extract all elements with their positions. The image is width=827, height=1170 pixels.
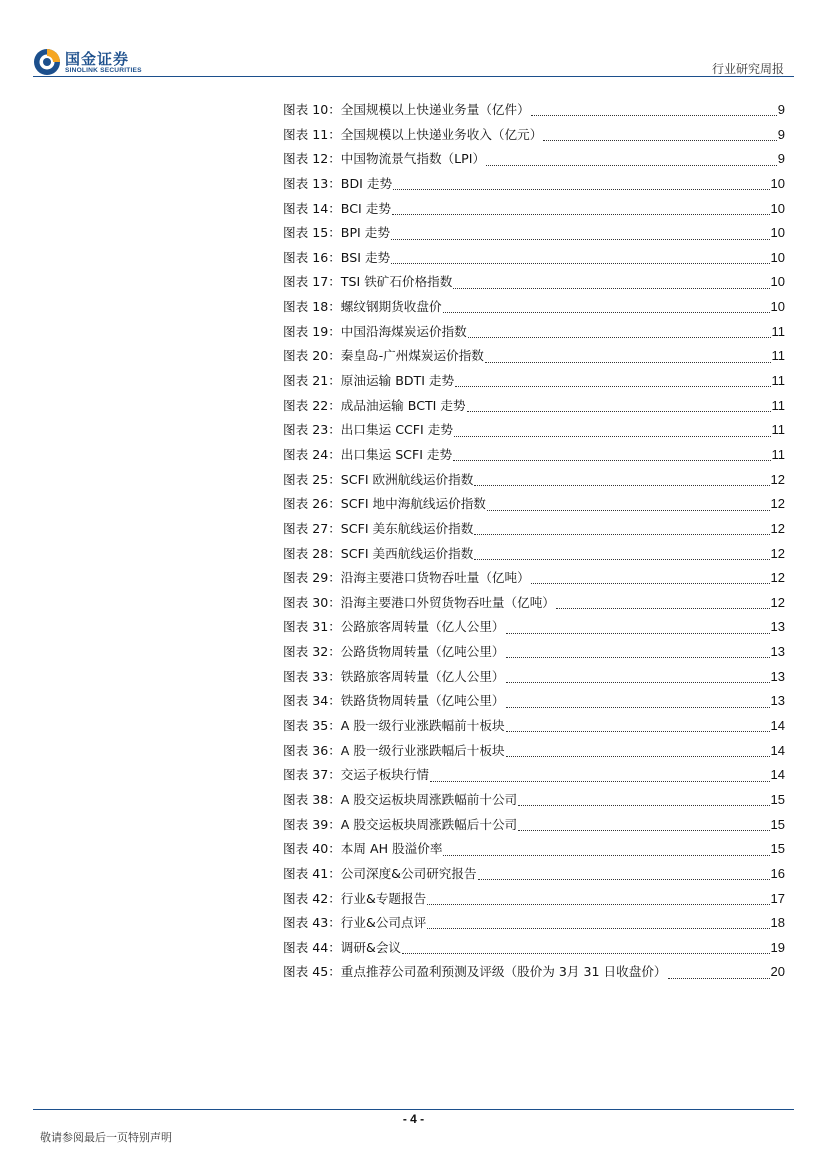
toc-entry-page: 20 [770,964,785,980]
toc-entry[interactable] [283,788,785,813]
toc-entry-label: 图表 34：铁路货物周转量（亿吨公里） [283,693,505,709]
toc-entry[interactable] [283,270,785,295]
toc-leader-dots [474,558,769,560]
toc-entry[interactable] [283,320,785,345]
toc-leader-dots [430,780,770,782]
toc-entry-label: 图表 44：调研&会议 [283,939,402,955]
toc-entry[interactable] [283,369,785,394]
toc-leader-dots [467,410,771,412]
toc-leader-dots [453,459,770,461]
toc-entry-page: 12 [770,520,785,536]
company-logo [33,48,193,78]
toc-entry-page: 11 [771,348,785,364]
toc-leader-dots [443,311,770,313]
toc-entry-page: 10 [770,200,785,216]
toc-entry-label: 图表 41：公司深度&公司研究报告 [283,865,477,881]
toc-entry-page: 14 [770,718,785,734]
toc-entry-label: 图表 25：SCFI 欧洲航线运价指数 [283,471,474,487]
toc-leader-dots [468,336,771,338]
toc-entry-page: 11 [771,323,785,339]
toc-leader-dots [391,262,769,264]
toc-entry-label: 图表 45：重点推荐公司盈利预测及评级（股价为 3月 31 日收盘价） [283,964,667,980]
toc-entry[interactable] [283,640,785,665]
toc-entry[interactable] [283,862,785,887]
toc-entry-page: 11 [771,422,785,438]
toc-entry-label: 图表 19：中国沿海煤炭运价指数 [283,323,467,339]
toc-entry-page: 19 [770,939,785,955]
toc-entry-label: 图表 22：成品油运输 BCTI 走势 [283,397,466,413]
toc-entry[interactable] [283,492,785,517]
toc-entry-page: 16 [770,865,785,881]
toc-leader-dots [518,804,769,806]
toc-entry-label: 图表 10：全国规模以上快递业务量（亿件） [283,102,530,117]
toc-entry-page: 13 [770,644,785,660]
toc-entry[interactable] [283,517,785,542]
toc-entry-page: 10 [770,274,785,290]
toc-entry-page: 12 [770,594,785,610]
toc-entry-page: 11 [771,373,785,389]
toc-entry-page: 12 [770,545,785,561]
logo-cn-text: 国金证券 [65,50,130,68]
toc-entry-label: 图表 18：螺纹钢期货收盘价 [283,299,442,315]
toc-entry-page: 13 [770,693,785,709]
toc-entry[interactable] [283,689,785,714]
toc-leader-dots [392,213,770,215]
toc-entry-page: 11 [771,446,785,462]
toc-entry[interactable] [283,394,785,419]
toc-entry[interactable] [283,837,785,862]
toc-entry-label: 图表 37：交运子板块行情 [283,767,429,783]
toc-entry-page: 11 [771,397,785,413]
toc-entry[interactable] [283,615,785,640]
toc-entry-page: 9 [777,151,785,167]
toc-leader-dots [506,656,770,658]
toc-entry[interactable] [283,960,785,985]
toc-leader-dots [454,435,771,437]
toc-entry[interactable] [283,344,785,369]
toc-entry-label: 图表 39：A 股交运板块周涨跌幅后十公司 [283,816,518,832]
toc-entry[interactable] [283,123,785,148]
report-type: 行业研究周报 [711,62,784,76]
toc-entry-page: 18 [770,915,785,931]
toc-entry[interactable] [283,936,785,961]
toc-entry-label: 图表 28：SCFI 美西航线运价指数 [283,545,474,561]
toc-entry-page: 13 [770,668,785,684]
toc-entry-page: 17 [770,890,785,906]
toc-entry[interactable] [283,418,785,443]
toc-entry-label: 图表 13：BDI 走势 [283,175,393,191]
toc-entry-label: 图表 43：行业&公司点评 [283,915,427,931]
toc-leader-dots [485,361,771,363]
toc-entry-page: 10 [770,299,785,315]
page-header [0,0,827,80]
toc-entry-label: 图表 35：A 股一级行业涨跌幅前十板块 [283,718,505,734]
toc-leader-dots [543,139,776,141]
toc-leader-dots [556,607,770,609]
toc-leader-dots [427,927,769,929]
toc-leader-dots [486,164,777,166]
toc-entry-page: 15 [770,841,785,857]
toc-leader-dots [531,114,777,116]
toc-entry[interactable] [283,147,785,172]
toc-entry-page: 14 [770,767,785,783]
toc-entry[interactable] [283,468,785,493]
toc-entry-label: 图表 27：SCFI 美东航线运价指数 [283,520,474,536]
toc-entry-label: 图表 29：沿海主要港口货物吞吐量（亿吨） [283,570,530,586]
toc-leader-dots [474,484,769,486]
toc-entry-label: 图表 21：原油运输 BDTI 走势 [283,373,455,389]
toc-leader-dots [506,730,770,732]
toc-entry-label: 图表 42：行业&专题报告 [283,890,427,906]
toc-entry[interactable] [283,443,785,468]
toc-entry[interactable] [283,665,785,690]
toc-leader-dots [668,977,770,979]
toc-leader-dots [506,681,770,683]
toc-entry[interactable] [283,98,785,123]
toc-entry[interactable] [283,739,785,764]
toc-leader-dots [427,903,769,905]
toc-leader-dots [506,706,770,708]
toc-entry-label: 图表 12：中国物流景气指数（LPI） [283,151,486,167]
toc-entry-label: 图表 11：全国规模以上快递业务收入（亿元） [283,126,543,142]
toc-entry-page: 9 [777,126,785,142]
toc-entry-page: 10 [770,225,785,241]
toc-entry-page: 9 [777,102,785,117]
toc-leader-dots [487,509,770,511]
toc-entry-page: 15 [770,816,785,832]
toc-entry-label: 图表 23：出口集运 CCFI 走势 [283,422,453,438]
toc-leader-dots [474,533,769,535]
toc-entry[interactable] [283,246,785,271]
toc-entry-page: 12 [770,471,785,487]
toc-entry-label: 图表 36：A 股一级行业涨跌幅后十板块 [283,742,505,758]
toc-leader-dots [391,238,770,240]
toc-entry-page: 10 [770,175,785,191]
toc-entry[interactable] [283,591,785,616]
toc-entry[interactable] [283,172,785,197]
toc-leader-dots [531,582,770,584]
toc-entry[interactable] [283,197,785,222]
toc-leader-dots [393,188,769,190]
toc-leader-dots [506,755,770,757]
toc-entry-label: 图表 31：公路旅客周转量（亿人公里） [283,619,505,635]
toc-entry-label: 图表 15：BPI 走势 [283,225,390,241]
toc-leader-dots [443,854,769,856]
toc-entry[interactable] [283,911,785,936]
toc-entry-label: 图表 24：出口集运 SCFI 走势 [283,446,453,462]
toc-entry[interactable] [283,887,785,912]
figure-list [283,98,785,985]
toc-entry-label: 图表 32：公路货物周转量（亿吨公里） [283,644,505,660]
disclaimer: 敬请参阅最后一页特别声明 [40,1131,172,1144]
toc-entry-page: 12 [770,570,785,586]
toc-entry-label: 图表 38：A 股交运板块周涨跌幅前十公司 [283,791,518,807]
toc-leader-dots [402,952,770,954]
toc-entry-label: 图表 26：SCFI 地中海航线运价指数 [283,496,486,512]
toc-entry-label: 图表 16：BSI 走势 [283,249,391,265]
logo-mark-icon [33,48,61,76]
toc-entry[interactable] [283,295,785,320]
toc-entry-label: 图表 30：沿海主要港口外贸货物吞吐量（亿吨） [283,594,555,610]
toc-entry-label: 图表 20：秦皇岛-广州煤炭运价指数 [283,348,484,364]
toc-entry-label: 图表 17：TSI 铁矿石价格指数 [283,274,453,290]
toc-entry[interactable] [283,221,785,246]
toc-leader-dots [506,632,770,634]
logo-en-text: SINOLINK SECURITIES [65,67,142,74]
toc-entry-page: 12 [770,496,785,512]
header-divider [33,76,794,77]
toc-entry[interactable] [283,763,785,788]
toc-entry[interactable] [283,813,785,838]
toc-leader-dots [518,829,769,831]
toc-entry-page: 14 [770,742,785,758]
footer-divider [33,1109,794,1110]
toc-entry-label: 图表 40：本周 AH 股溢价率 [283,841,443,857]
toc-entry-label: 图表 14：BCI 走势 [283,200,391,216]
page-number: - 4 - [402,1112,425,1126]
toc-leader-dots [455,385,770,387]
toc-entry-page: 13 [770,619,785,635]
toc-leader-dots [453,287,769,289]
toc-entry-page: 10 [770,249,785,265]
toc-entry[interactable] [283,542,785,567]
toc-entry[interactable] [283,714,785,739]
toc-entry-page: 15 [770,791,785,807]
toc-entry-label: 图表 33：铁路旅客周转量（亿人公里） [283,668,505,684]
toc-leader-dots [478,878,770,880]
toc-entry[interactable] [283,566,785,591]
